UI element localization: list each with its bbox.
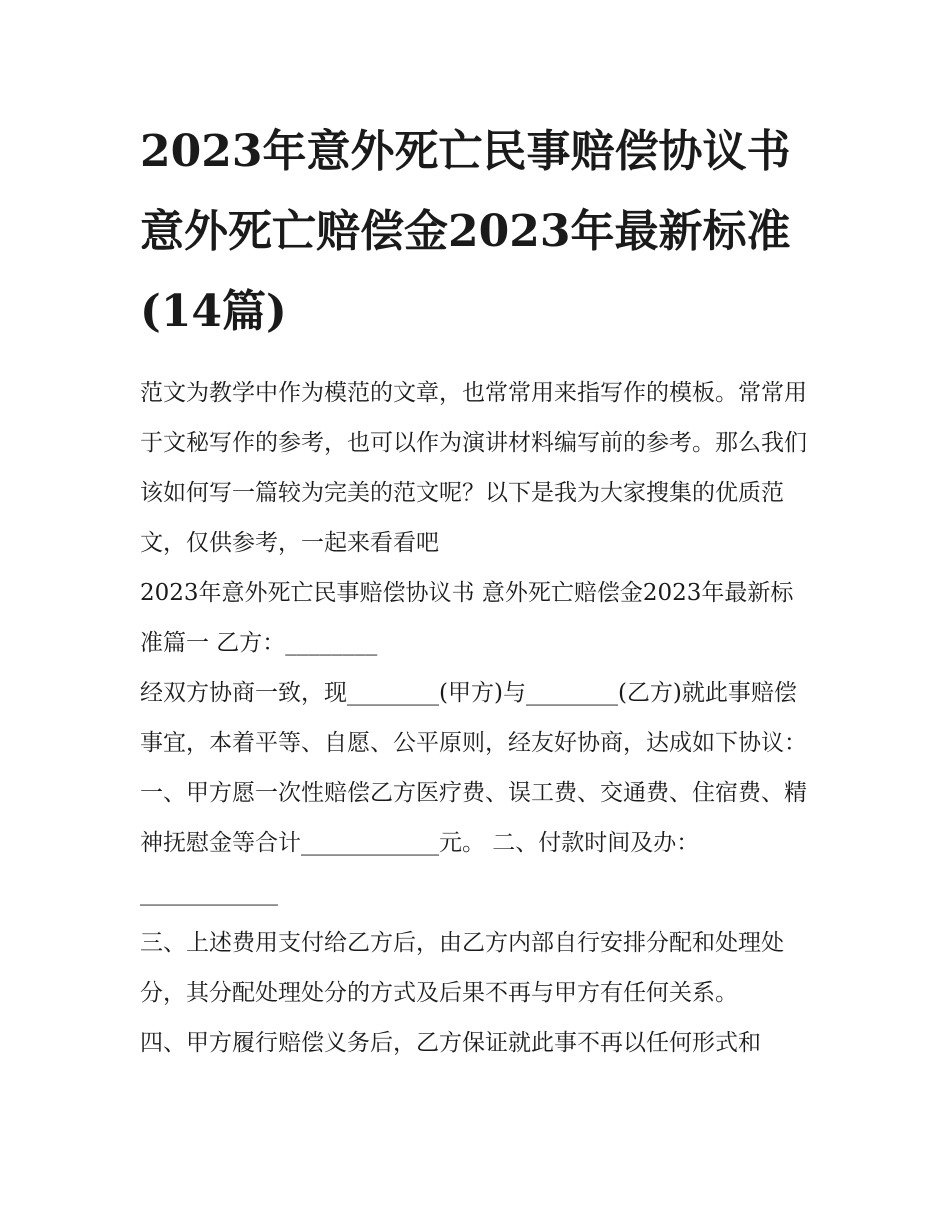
intro-paragraph: 范文为教学中作为模范的文章，也常常用来指写作的模板。常常用于文秘写作的参考，也可以作为演讲材料编写前的参考。那么我们该如何写一篇较为完美的范文呢？以下是我为大家搜集的优质范文，仅供参考，一起来看看吧	[140, 380, 807, 556]
document-title: 2023年意外死亡民事赔偿协议书 意外死亡赔偿金2023年最新标准(14篇)	[140, 126, 791, 337]
section-heading-paragraph: 2023年意外死亡民事赔偿协议书 意外死亡赔偿金2023年最新标准篇一 乙方：________	[140, 580, 794, 656]
clause-three-paragraph: 三、上述费用支付给乙方后，由乙方内部自行安排分配和处理处分，其分配处理处分的方式及后果不再与甲方有任何关系。	[140, 930, 784, 1006]
clause-one-paragraph: 一、甲方愿一次性赔偿乙方医疗费、误工费、交通费、住宿费、精神抚慰金等合计____________元。 二、付款时间及办：____________	[140, 780, 807, 906]
agreement-preamble-paragraph: 经双方协商一致，现________(甲方)与________(乙方)就此事赔偿事宜，本着平等、自愿、公平原则，经友好协商，达成如下协议：	[140, 680, 807, 756]
clause-four-paragraph: 四、甲方履行赔偿义务后，乙方保证就此事不再以任何形式和	[140, 1030, 761, 1056]
document-page	[140, 112, 816, 1068]
